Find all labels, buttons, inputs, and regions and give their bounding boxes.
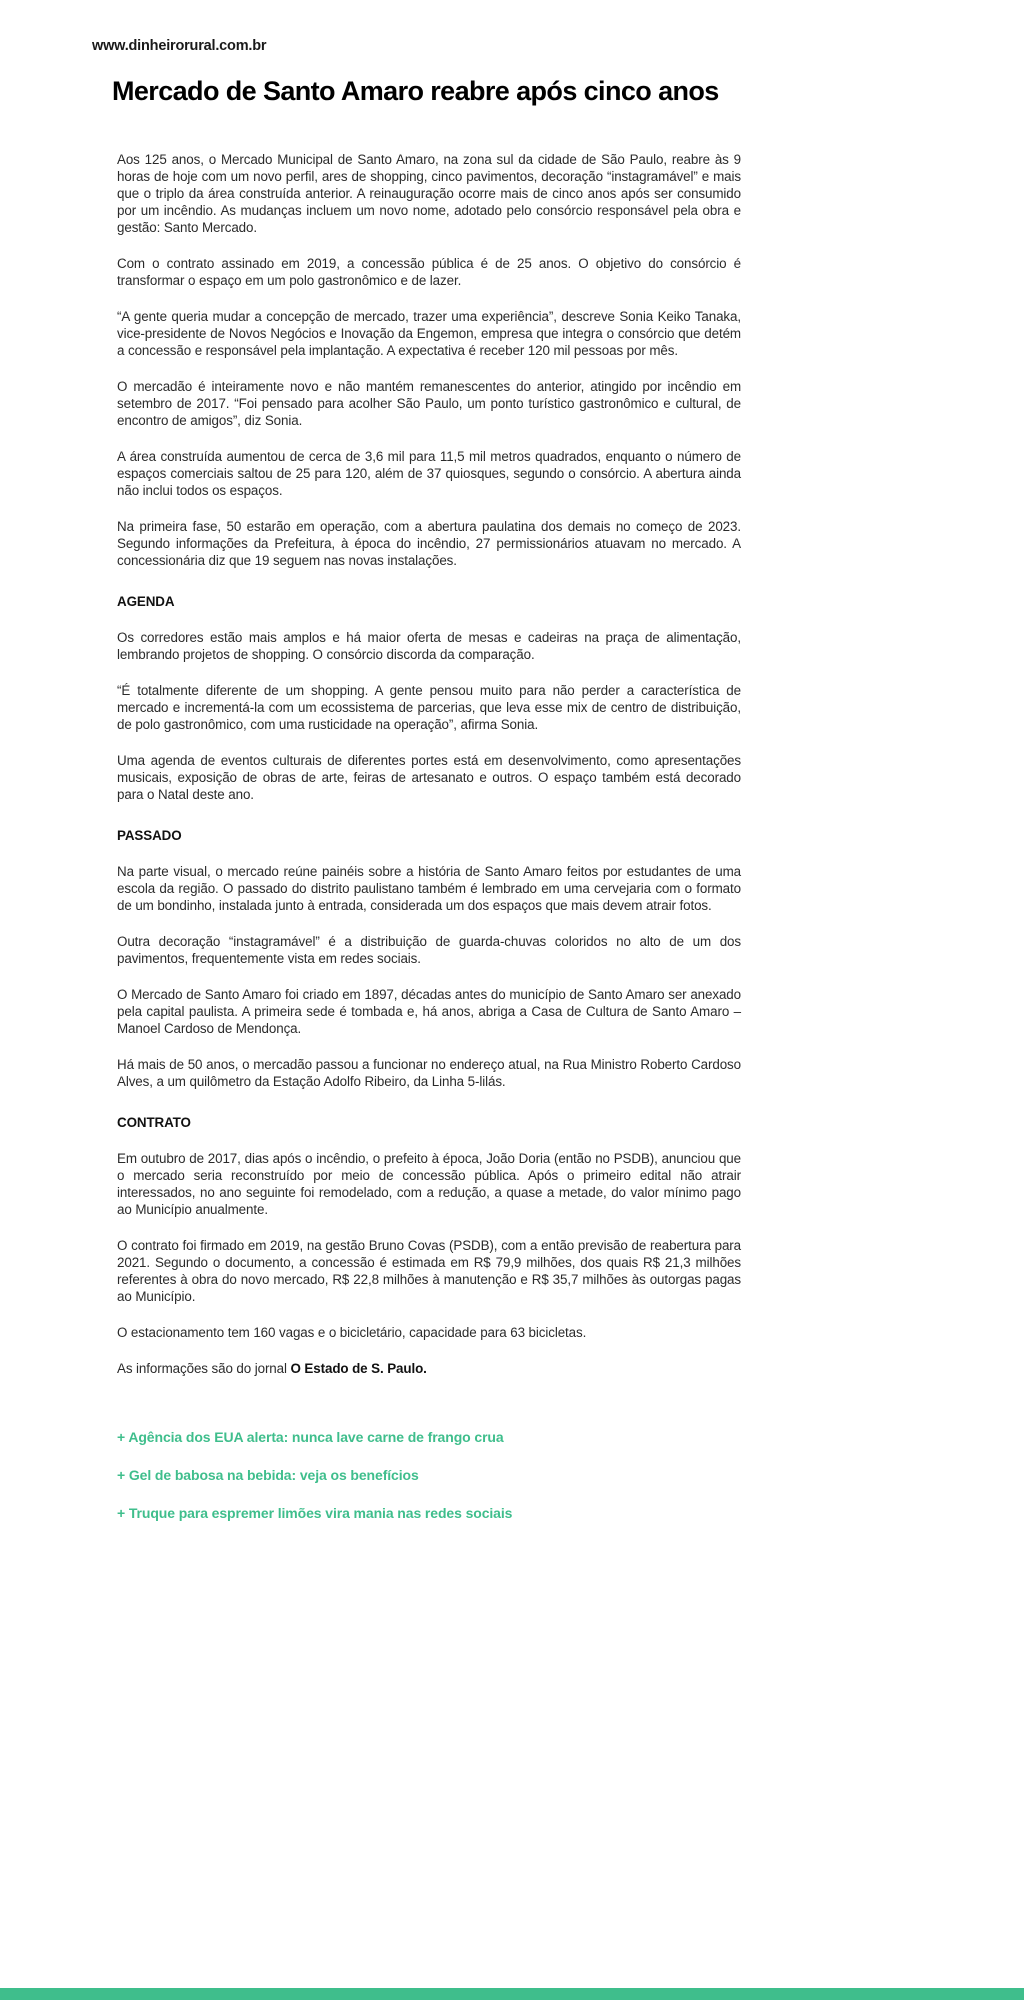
article-paragraph-14: Em outubro de 2017, dias após o incêndio, o prefeito à época, João Doria (então no PSDB), anunciou que o mercado seria reconstruído por meio de concessão pública. Após o primeiro edital não atrair interessados, no ano seguinte foi remodelado, com a redução, a quase a metade, do valor mínimo pago ao Município anualmente.: [117, 1151, 741, 1217]
article-paragraph-2: Com o contrato assinado em 2019, a concessão pública é de 25 anos. O objetivo do consórcio é transformar o espaço em um polo gastronômico e de lazer.: [117, 256, 741, 288]
credits-source-name: O Estado de S. Paulo.: [290, 1361, 427, 1376]
related-link-lemon-trick[interactable]: + Truque para espremer limões vira mania nas redes sociais: [117, 1505, 513, 1521]
article-paragraph-16: O estacionamento tem 160 vagas e o bicicletário, capacidade para 63 bicicletas.: [117, 1325, 587, 1340]
page-title: Mercado de Santo Amaro reabre após cinco anos: [112, 76, 719, 106]
related-link-aloe-gel[interactable]: + Gel de babosa na bebida: veja os benefícios: [117, 1467, 419, 1483]
article-paragraph-6: Na primeira fase, 50 estarão em operação, com a abertura paulatina dos demais no começo de 2023. Segundo informações da Prefeitura, à época do incêndio, 27 permissionários atuavam no mercado. A concessionária diz que 19 seguem nas novas instalações.: [117, 519, 741, 568]
related-link-chicken-warning[interactable]: + Agência dos EUA alerta: nunca lave carne de frango crua: [117, 1429, 504, 1445]
site-url-text: www.dinheirorural.com.br: [92, 38, 267, 54]
article-paragraph-3: “A gente queria mudar a concepção de mercado, trazer uma experiência”, descreve Sonia Keiko Tanaka, vice-presidente de Novos Negócios e Inovação da Engemon, empresa que integra o consórcio que detém a concessão e responsável pela implantação. A expectativa é receber 120 mil pessoas por mês.: [117, 309, 741, 358]
related-links-list: [117, 1429, 741, 1522]
article-paragraph-7: Os corredores estão mais amplos e há maior oferta de mesas e cadeiras na praça de alimentação, lembrando projetos de shopping. O consórcio discorda da comparação.: [117, 630, 741, 662]
article-paragraph-1: Aos 125 anos, o Mercado Municipal de Santo Amaro, na zona sul da cidade de São Paulo, reabre às 9 horas de hoje com um novo perfil, ares de shopping, cinco pavimentos, decoração “instagramável” e mais que o triplo da área construída anterior. A reinauguração ocorre mais de cinco anos após ser consumido por um incêndio. As mudanças incluem um novo nome, adotado pelo consórcio responsável pela obra e gestão: Santo Mercado.: [117, 152, 741, 235]
article-paragraph-9: Uma agenda de eventos culturais de diferentes portes está em desenvolvimento, como apresentações musicais, exposição de obras de arte, feiras de artesanato e outros. O espaço também está decorado para o Natal deste ano.: [117, 753, 741, 802]
article-body: [117, 151, 741, 1522]
footer-accent-bar: [0, 1988, 1024, 2000]
credits-prefix-text: As informações são do jornal: [117, 1361, 291, 1376]
article-credits: [117, 1360, 741, 1377]
article-paragraph-10: Na parte visual, o mercado reúne painéis sobre a história de Santo Amaro feitos por estudantes de uma escola da região. O passado do distrito paulistano também é lembrado em uma cervejaria com o formato de um bondinho, instalada junto à entrada, considerada um dos espaços que mais devem atrair fotos.: [117, 864, 741, 913]
article-paragraph-5: A área construída aumentou de cerca de 3,6 mil para 11,5 mil metros quadrados, enquanto o número de espaços comerciais saltou de 25 para 120, além de 37 quiosques, segundo o consórcio. A abertura ainda não inclui todos os espaços.: [117, 449, 741, 498]
section-heading-agenda: AGENDA: [117, 594, 175, 609]
article-paragraph-15: O contrato foi firmado em 2019, na gestão Bruno Covas (PSDB), com a então previsão de reabertura para 2021. Segundo o documento, a concessão é estimada em R$ 79,9 milhões, dos quais R$ 21,3 milhões referentes à obra do novo mercado, R$ 22,8 milhões à manutenção e R$ 35,7 milhões às outorgas pagas ao Município.: [117, 1238, 741, 1304]
section-heading-contrato: CONTRATO: [117, 1115, 191, 1130]
article-paragraph-13: Há mais de 50 anos, o mercadão passou a funcionar no endereço atual, na Rua Ministro Roberto Cardoso Alves, a um quilômetro da Estação Adolfo Ribeiro, da Linha 5-lilás.: [117, 1057, 741, 1089]
article-paragraph-11: Outra decoração “instagramável” é a distribuição de guarda-chuvas coloridos no alto de um dos pavimentos, frequentemente vista em redes sociais.: [117, 934, 741, 966]
section-heading-passado: PASSADO: [117, 828, 182, 843]
article-paragraph-4: O mercadão é inteiramente novo e não mantém remanescentes do anterior, atingido por incêndio em setembro de 2017. “Foi pensado para acolher São Paulo, um ponto turístico gastronômico e cultural, de encontro de amigos”, diz Sonia.: [117, 379, 741, 428]
article-paragraph-12: O Mercado de Santo Amaro foi criado em 1897, décadas antes do município de Santo Amaro ser anexado pela capital paulista. A primeira sede é tombada e, há anos, abriga a Casa de Cultura de Santo Amaro – Manoel Cardoso de Mendonça.: [117, 987, 741, 1036]
article-paragraph-8: “É totalmente diferente de um shopping. A gente pensou muito para não perder a característica de mercado e incrementá-la com um ecossistema de parcerias, que leva esse mix de centro de distribuição, de polo gastronômico, com uma rusticidade na operação”, afirma Sonia.: [117, 683, 741, 732]
